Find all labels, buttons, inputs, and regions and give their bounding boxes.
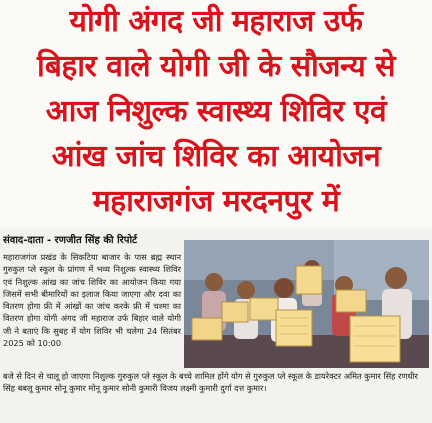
- news-photo: [184, 240, 429, 368]
- children-with-certificates-photo: [184, 240, 429, 368]
- headline-line-2: बिहार वाले योगी जी के सौजन्य से: [36, 49, 396, 84]
- headline-line-4: आंख जांच शिविर का आयोजन: [51, 139, 381, 174]
- article-body-continuation: बजे से दिन से चालू हो जाएगा निशुल्क गुरुकुल प्ले स्कूल के बच्चे शामिल होंगे योग से गुरुकुल प्ले स्कूल के डायरेक्टर अमित कुमार सिंह रणधीर सिंह बबलू कुमार सोनू कुमार मोनू कुमार सोनी कुमारी विजय लक्ष्मी कुमारी दुर्गा दत्त कुमार।: [3, 371, 418, 394]
- article-body-column: महाराजगंज प्रखंड के सिकटिया बाजार के पास ब्रह्म स्थान गुरुकुल प्ले स्कूल के प्रांगण में भव्य निशुल्क स्वास्थ्य शिविर एवं निशुल्क आंख का जांच शिविर का आयोजन किया गया जिसमें सभी बीमारियों का इलाज किया जाएगा और दवा का वितरण होगा फ्री में आंखों का जांच करके फ्री में चश्मा का वितरण होगा योगी अंगद जी महाराज उर्फ बिहार वाले योगी जी ने बताएं कि सुबह में योग शिविर भी चलेगा 24 सितंबर 2025 को 10:00: [3, 252, 181, 349]
- headline-line-3: आज निशुल्क स्वास्थ्य शिविर एवं: [45, 94, 387, 129]
- headline-line-5: महाराजगंज मरदनपुर में: [92, 184, 340, 219]
- headline-line-1: योगी अंगद जी महाराज उर्फ: [69, 4, 363, 39]
- byline: संवाद-दाता - रणजीत सिंह की रिपोर्ट: [3, 235, 138, 246]
